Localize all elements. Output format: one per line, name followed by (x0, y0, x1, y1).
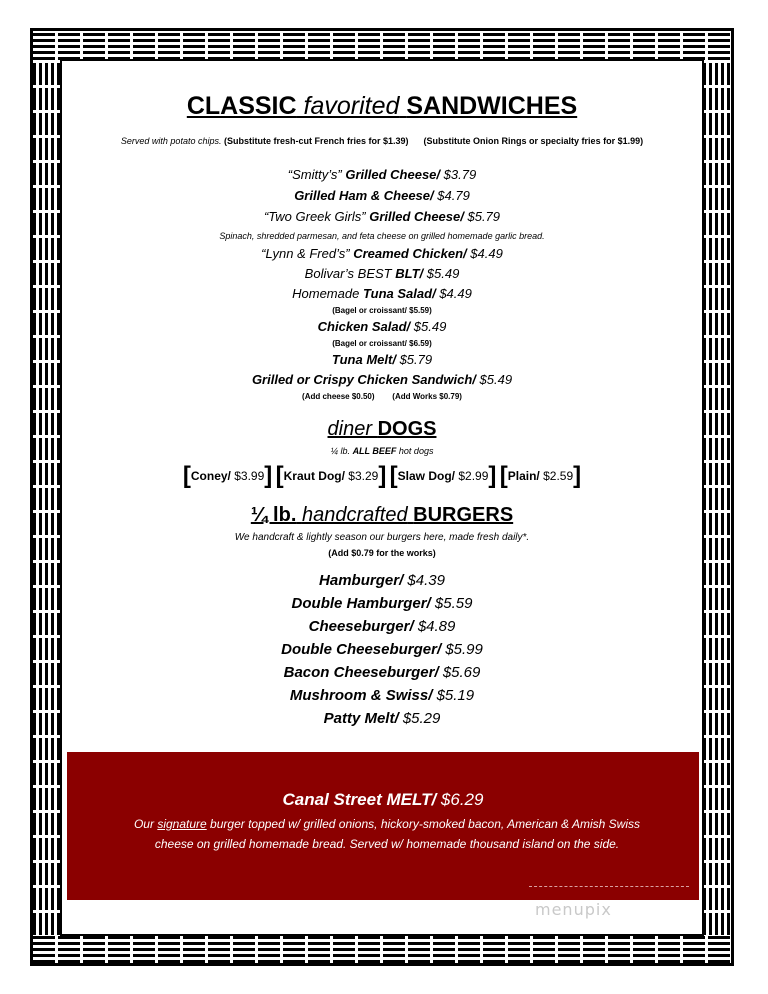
menu-item: Tuna Melt/ $5.79 (331, 352, 433, 367)
border-pattern-top (33, 31, 731, 60)
burgers-description: We handcraft & lightly season our burgers here, made fresh daily*. (234, 532, 530, 543)
menu-item: Homemade Tuna Salad/ $4.49 (292, 286, 472, 301)
burger-item: Hamburger/ $4.39 (319, 572, 445, 589)
special-box (67, 752, 699, 900)
burger-item: Double Hamburger/ $5.59 (291, 595, 473, 612)
watermark-logo: menupix (535, 900, 612, 919)
burger-item: Bacon Cheeseburger/ $5.69 (283, 664, 481, 681)
burgers-works-note: (Add $0.79 for the works) (328, 548, 436, 558)
border-pattern-bottom (33, 935, 731, 963)
burger-item: Double Cheeseburger/ $5.99 (281, 641, 483, 658)
special-description: Our signature burger topped w/ grilled onions, hickory-smoked bacon, American & Amish Swiss cheese on grilled homemade bread. Served w/ homemade thousand island on the side. (133, 817, 641, 851)
burger-item: Patty Melt/ $5.29 (323, 710, 441, 727)
burger-item: Cheeseburger/ $4.89 (308, 618, 456, 635)
burgers-heading: ¼ lb. handcrafted BURGERS (250, 504, 514, 526)
menu-item: Grilled Ham & Cheese/ $4.79 (294, 188, 470, 203)
menu-item: “Smitty’s” Grilled Cheese/ $3.79 (287, 167, 477, 182)
menu-item: Grilled or Crispy Chicken Sandwich/ $5.49 (251, 372, 513, 387)
burger-item: Mushroom & Swiss/ $5.19 (289, 687, 475, 704)
menu-item: Bolivar’s BEST BLT/ $5.49 (304, 266, 460, 281)
menu-item: “Two Greek Girls” Grilled Cheese/ $5.79 (263, 209, 501, 224)
sandwiches-heading: CLASSIC favorited SANDWICHES (186, 92, 578, 120)
border-pattern-right (703, 60, 731, 935)
item-description: Spinach, shredded parmesan, and feta cheese on grilled homemade garlic bread. (219, 231, 545, 241)
special-title: Canal Street MELT/ $6.29 (282, 790, 484, 809)
dogs-heading: diner DOGS (327, 418, 437, 440)
sandwiches-note: Served with potato chips. (Substitute fresh-cut French fries for $1.39) (Substitute Onion Rings or specialty fries for $1.99) (120, 136, 644, 146)
border-pattern-left (33, 60, 61, 935)
dogs-row: [Coney/ $3.99] [Kraut Dog/ $3.29] [Slaw Dog/ $2.99] [Plain/ $2.59] (182, 462, 582, 489)
dogs-description: ¼ lb. ALL BEEF hot dogs (330, 446, 434, 456)
watermark-divider (529, 886, 689, 887)
item-sub-note: (Bagel or croissant/ $5.59) (332, 306, 432, 315)
menu-item: “Lynn & Fred’s” Creamed Chicken/ $4.49 (261, 246, 503, 261)
item-sub-note: (Add cheese $0.50) (Add Works $0.79) (302, 392, 462, 401)
item-sub-note: (Bagel or croissant/ $6.59) (332, 339, 432, 348)
menu-item: Chicken Salad/ $5.49 (317, 319, 447, 334)
